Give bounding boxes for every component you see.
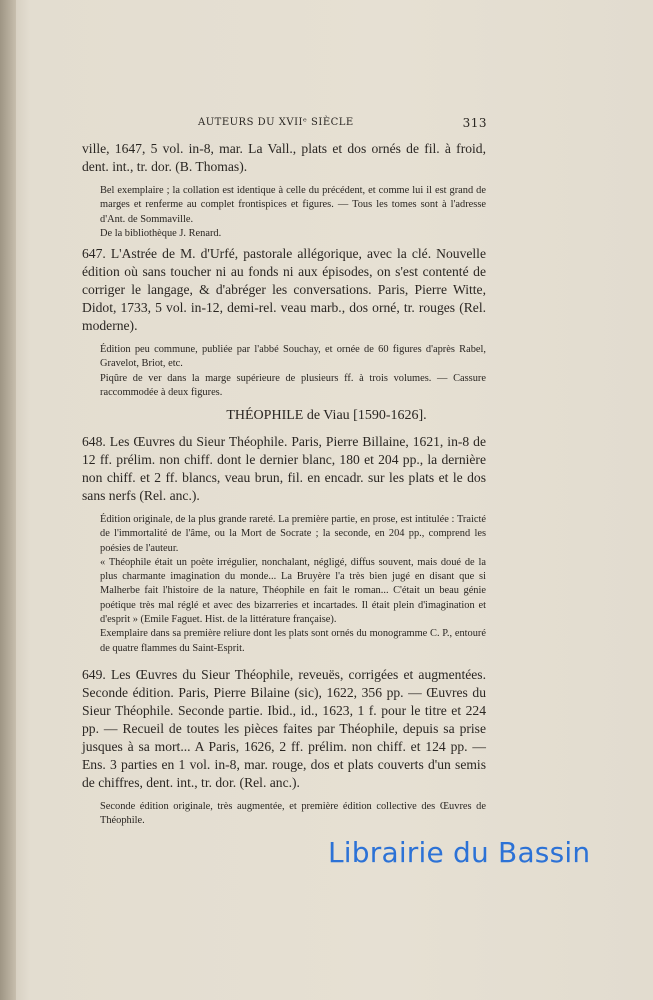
entry-648 [82,433,486,656]
entry-main-text: 648. Les Œuvres du Sieur Théophile. Paris, Pierre Billaine, 1621, in-8 de 12 ff. prélim. non chiff. dont le dernier blanc, 180 et 204 pp., la dernière non chiff. et 2 ff. blancs, veau brun, fil. en encadr. sur les plats et le dos sans nerfs (Rel. anc.). [82,434,486,503]
entry-649 [82,666,486,829]
entry-note: De la bibliothèque J. Renard. [100,227,222,239]
entry-note: Piqûre de ver dans la marge supérieure de plusieurs ff. à trois volumes. — Cassure raccommodée à deux figures. [100,372,486,398]
section-title: THÉOPHILE de Viau [1590-1626]. [226,408,427,423]
entry-main-text: 647. L'Astrée de M. d'Urfé, pastorale allégorique, avec la clé. Nouvelle édition où sans toucher ni au fonds ni aux épisodes, on s'est contenté de corriger le langage, & d'abréger les conversations. Paris, Pierre Witte, Didot, 1733, 5 vol. in-12, demi-rel. veau marb., dos orné, tr. rouges (Rel. moderne). [82,246,486,333]
entry-continuation [82,140,486,241]
entry-main-text: ville, 1647, 5 vol. in-8, mar. La Vall., plats et dos ornés de fil. à froid, dent. int., tr. dor. (B. Thomas). [82,141,486,174]
page-gutter [0,0,16,1000]
entry-main-text: 649. Les Œuvres du Sieur Théophile, reveuës, corrigées et augmentées. Seconde édition. Paris, Pierre Bilaine (sic), 1622, 356 pp. — Œuvres du Sieur Théophile. Seconde partie. Ibid., id., 1623, 1 f. pour le titre et 224 pp. — Recueil de toutes les pièces faites par Théophile, depuis sa prise jusques à sa mort... A Paris, 1626, 2 ff. prélim. non chiff. et 124 pp. — Ens. 3 parties en 1 vol. in-8, mar. rouge, dos et plats couverts d'un semis de chiffres, dent. int., tr. dor. (Rel. anc.). [82,667,486,790]
entry-647 [82,245,486,400]
entry-note: Édition peu commune, publiée par l'abbé Souchay, et ornée de 60 figures d'après Rabel, Gravelot, Briot, etc. [100,344,486,370]
page-number: 313 [462,116,487,130]
bookseller-watermark: Librairie du Bassin [328,836,591,869]
entry-note: Bel exemplaire ; la collation est identique à celle du précédent, et comme lui il est grand de marges et renferme au complet frontispices et figures. — Tous les tomes sont à l'adresse d'Ant. de Sommaville. [100,185,486,225]
entry-note: « Théophile était un poète irrégulier, nonchalant, négligé, diffus souvent, mais doué de la plus charmante imagination du monde... La Bruyère l'a très bien jugé en disant que si Malherbe fait l'histoire de la nature, Théophile en fait le roman... C'était un beau génie poétique très mal réglé et avec des bizarreries et incartades. Il était plein d'imagination et d'esprit » (Emile Faguet. Hist. de la littérature française). [100,556,486,626]
header-title: AUTEURS DU XVIIᵉ SIÈCLE [198,117,354,128]
entry-note: Édition originale, de la plus grande rareté. La première partie, en prose, est intitulée : Traicté de l'immortalité de l'âme, ou la Mort de Socrate ; la seconde, en 204 pp., comprend les poésies de l'auteur. [100,514,486,554]
entry-note: Exemplaire dans sa première reliure dont les plats sont ornés du monogramme C. P., entouré de quatre flammes du Saint-Esprit. [100,628,486,654]
entry-note: Seconde édition originale, très augmentée, et première édition collective des Œuvres de Théophile. [100,801,486,827]
